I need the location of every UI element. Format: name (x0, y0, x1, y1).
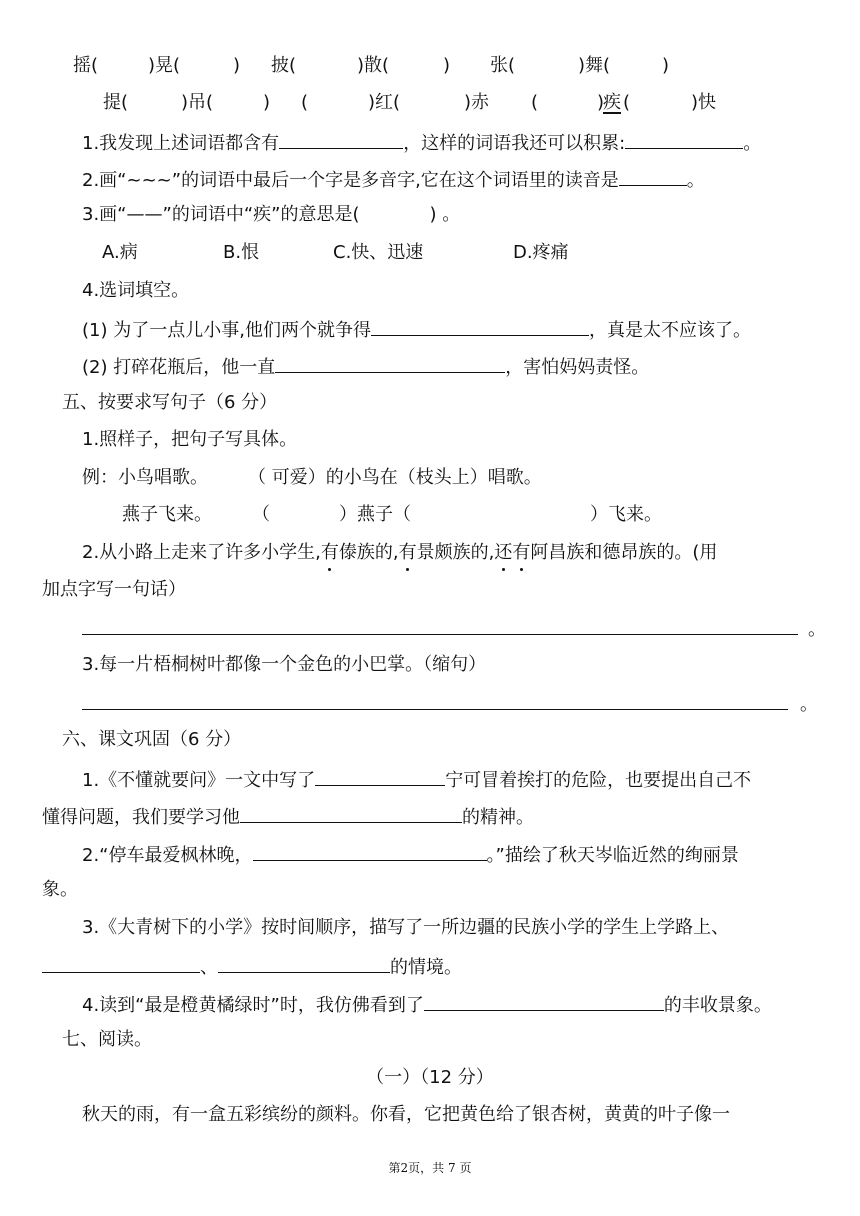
word-2-part-b: )散( (357, 55, 390, 76)
question-4-title: 4.选词填空。 (82, 280, 190, 301)
practice-text-c: ）燕子（ (339, 504, 411, 525)
question-3-text-b: ) 。 (429, 204, 461, 225)
section-6-q1-text-a: 1.《不懂就要问》一文中写了 (82, 770, 316, 791)
answer-blank[interactable] (315, 766, 445, 786)
question-2-end: 。 (686, 170, 705, 191)
answer-blank[interactable] (253, 841, 487, 861)
word-3-part-c: ) (662, 55, 670, 76)
section-6-q3-text-c: 的情境。 (390, 957, 462, 978)
practice-text-d: ）飞来。 (590, 504, 662, 525)
section-6-q1-text-c: 懂得问题，我们要学习他 (42, 807, 240, 828)
answer-blank[interactable] (424, 991, 664, 1011)
word-3-part-a: 张( (490, 55, 516, 76)
question-2 (82, 166, 705, 193)
section-6-q4-text-b: 的丰收景象。 (663, 995, 772, 1016)
section-5-q1-title: 1.照样子，把句子写具体。 (82, 429, 298, 450)
word-4-part-c: ) (263, 92, 271, 113)
word-5-part-c: )赤 (464, 92, 490, 113)
word-5-part-a: ( (301, 92, 309, 113)
option-b[interactable]: B.恨 (223, 242, 260, 263)
wave-mark: ~~~ (126, 170, 172, 191)
answer-blank[interactable] (619, 166, 687, 186)
question-1-text-a: 1.我发现上述词语都含有 (82, 133, 280, 154)
word-6-underlined: 疾 (603, 92, 621, 113)
answer-blank[interactable] (42, 953, 200, 973)
answer-line-end: 。 (800, 694, 818, 715)
section-5-q2-text-a: 2.从小路上走来了许多小学生, (82, 542, 321, 563)
question-3 (82, 203, 460, 227)
answer-line-end: 。 (808, 619, 826, 640)
section-6-q3-separator: 、 (200, 957, 218, 978)
word-3-part-b: )舞( (578, 55, 611, 76)
question-1 (82, 129, 761, 156)
dotted-char: 有 (398, 542, 417, 563)
section-6-q4 (82, 991, 772, 1018)
section-6-q1 (82, 766, 751, 793)
word-2-part-c: ) (443, 55, 451, 76)
question-4-2-text-a: (2) 打碎花瓶后，他一直 (82, 357, 276, 378)
answer-blank[interactable] (218, 953, 390, 973)
word-6-part-c: ( (623, 92, 631, 113)
word-6-part-d: )快 (691, 92, 717, 113)
section-6-q1-text-b: 宁可冒着挨打的危险，也要提出自己不 (445, 770, 752, 791)
reading-text: 秋天的雨，有一盒五彩缤纷的颜料。你看，它把黄色给了银杏树，黄黄的叶子像一 (82, 1104, 730, 1125)
question-4-2 (82, 353, 649, 380)
example-text-b: （ 可爱）的小鸟在（枝头上）唱歌。 (248, 467, 542, 488)
section-5-q3: 3.每一片梧桐树叶都像一个金色的小巴掌。（缩句） (82, 654, 487, 675)
question-4-1-text-a: (1) 为了一点儿小事,他们两个就争得 (82, 320, 371, 341)
option-c[interactable]: C.快、迅速 (333, 242, 424, 263)
dotted-char: 有 (512, 542, 531, 563)
example-text-a: 例：小鸟唱歌。 (82, 467, 208, 488)
question-4-1 (82, 316, 751, 343)
word-1-part-a: 摇( (73, 55, 99, 76)
reading-heading: （一）（12 分） (366, 1067, 494, 1088)
section-6-q2-line2: 象。 (42, 879, 78, 900)
question-4-1-text-b: ，真是太不应该了。 (588, 320, 751, 341)
answer-blank[interactable] (371, 316, 589, 336)
section-6-title: 六、课文巩固（6 分） (62, 729, 242, 750)
question-3-text-a: 3.画“——”的词语中“疾”的意思是( (82, 204, 360, 225)
question-2-text-a: 2.画“ (82, 170, 127, 191)
section-5-title: 五、按要求写句子（6 分） (62, 392, 278, 413)
word-6-part-a: ( (531, 92, 539, 113)
question-4-2-text-b: ，害怕妈妈责怪。 (505, 357, 650, 378)
answer-line[interactable] (82, 634, 798, 635)
section-6-q3-line2 (42, 953, 462, 980)
answer-blank[interactable] (275, 353, 505, 373)
word-1-part-c: ) (233, 55, 241, 76)
option-a[interactable]: A.病 (102, 242, 138, 263)
section-5-q2 (82, 541, 717, 565)
word-2-part-a: 披( (271, 55, 297, 76)
section-6-q3: 3.《大青树下的小学》按时间顺序，描写了一所边疆的民族小学的学生上学路上、 (82, 917, 730, 938)
section-6-q2 (82, 841, 739, 868)
section-5-q2-line2: 加点字写一句话） (42, 579, 186, 600)
section-5-q2-text-e: 阿昌族和德昂族的。(用 (530, 542, 718, 563)
page-footer: 第2页，共 7 页 (388, 1161, 472, 1175)
section-6-q2-text-b: 。”描绘了秋天岑临近然的绚丽景 (486, 845, 739, 866)
word-5-part-b: )红( (368, 92, 401, 113)
section-6-q4-text-a: 4.读到“最是橙黄橘绿时”时，我仿佛看到了 (82, 995, 424, 1016)
question-1-text-b: ，这样的词语我还可以积累: (403, 133, 626, 154)
option-d[interactable]: D.疼痛 (513, 242, 569, 263)
section-5-q2-text-b: 傣族的, (338, 542, 399, 563)
section-6-q1-line2 (42, 803, 534, 830)
answer-blank[interactable] (240, 803, 462, 823)
question-2-text-b: ”的词语中最后一个字是多音字,它在这个词语里的读音是 (171, 170, 619, 191)
word-6-part-b: ) (597, 92, 605, 113)
question-1-end: 。 (743, 133, 762, 154)
practice-bracket-open: （ (252, 504, 270, 525)
answer-line[interactable] (82, 709, 788, 710)
answer-blank[interactable] (625, 129, 743, 149)
practice-text-a: 燕子飞来。 (122, 504, 212, 525)
section-7-title: 七、阅读。 (62, 1029, 152, 1050)
section-6-q1-text-d: 的精神。 (462, 807, 534, 828)
section-6-q2-text-a: 2.“停车最爱枫林晚， (82, 845, 253, 866)
answer-blank[interactable] (279, 129, 403, 149)
dotted-char: 有 (320, 542, 339, 563)
section-5-q2-text-c: 景颇族的, (416, 542, 495, 563)
dotted-char: 还 (494, 542, 513, 563)
word-1-part-b: )晃( (148, 55, 181, 76)
word-4-part-b: )吊( (181, 92, 214, 113)
word-4-part-a: 提( (103, 92, 129, 113)
